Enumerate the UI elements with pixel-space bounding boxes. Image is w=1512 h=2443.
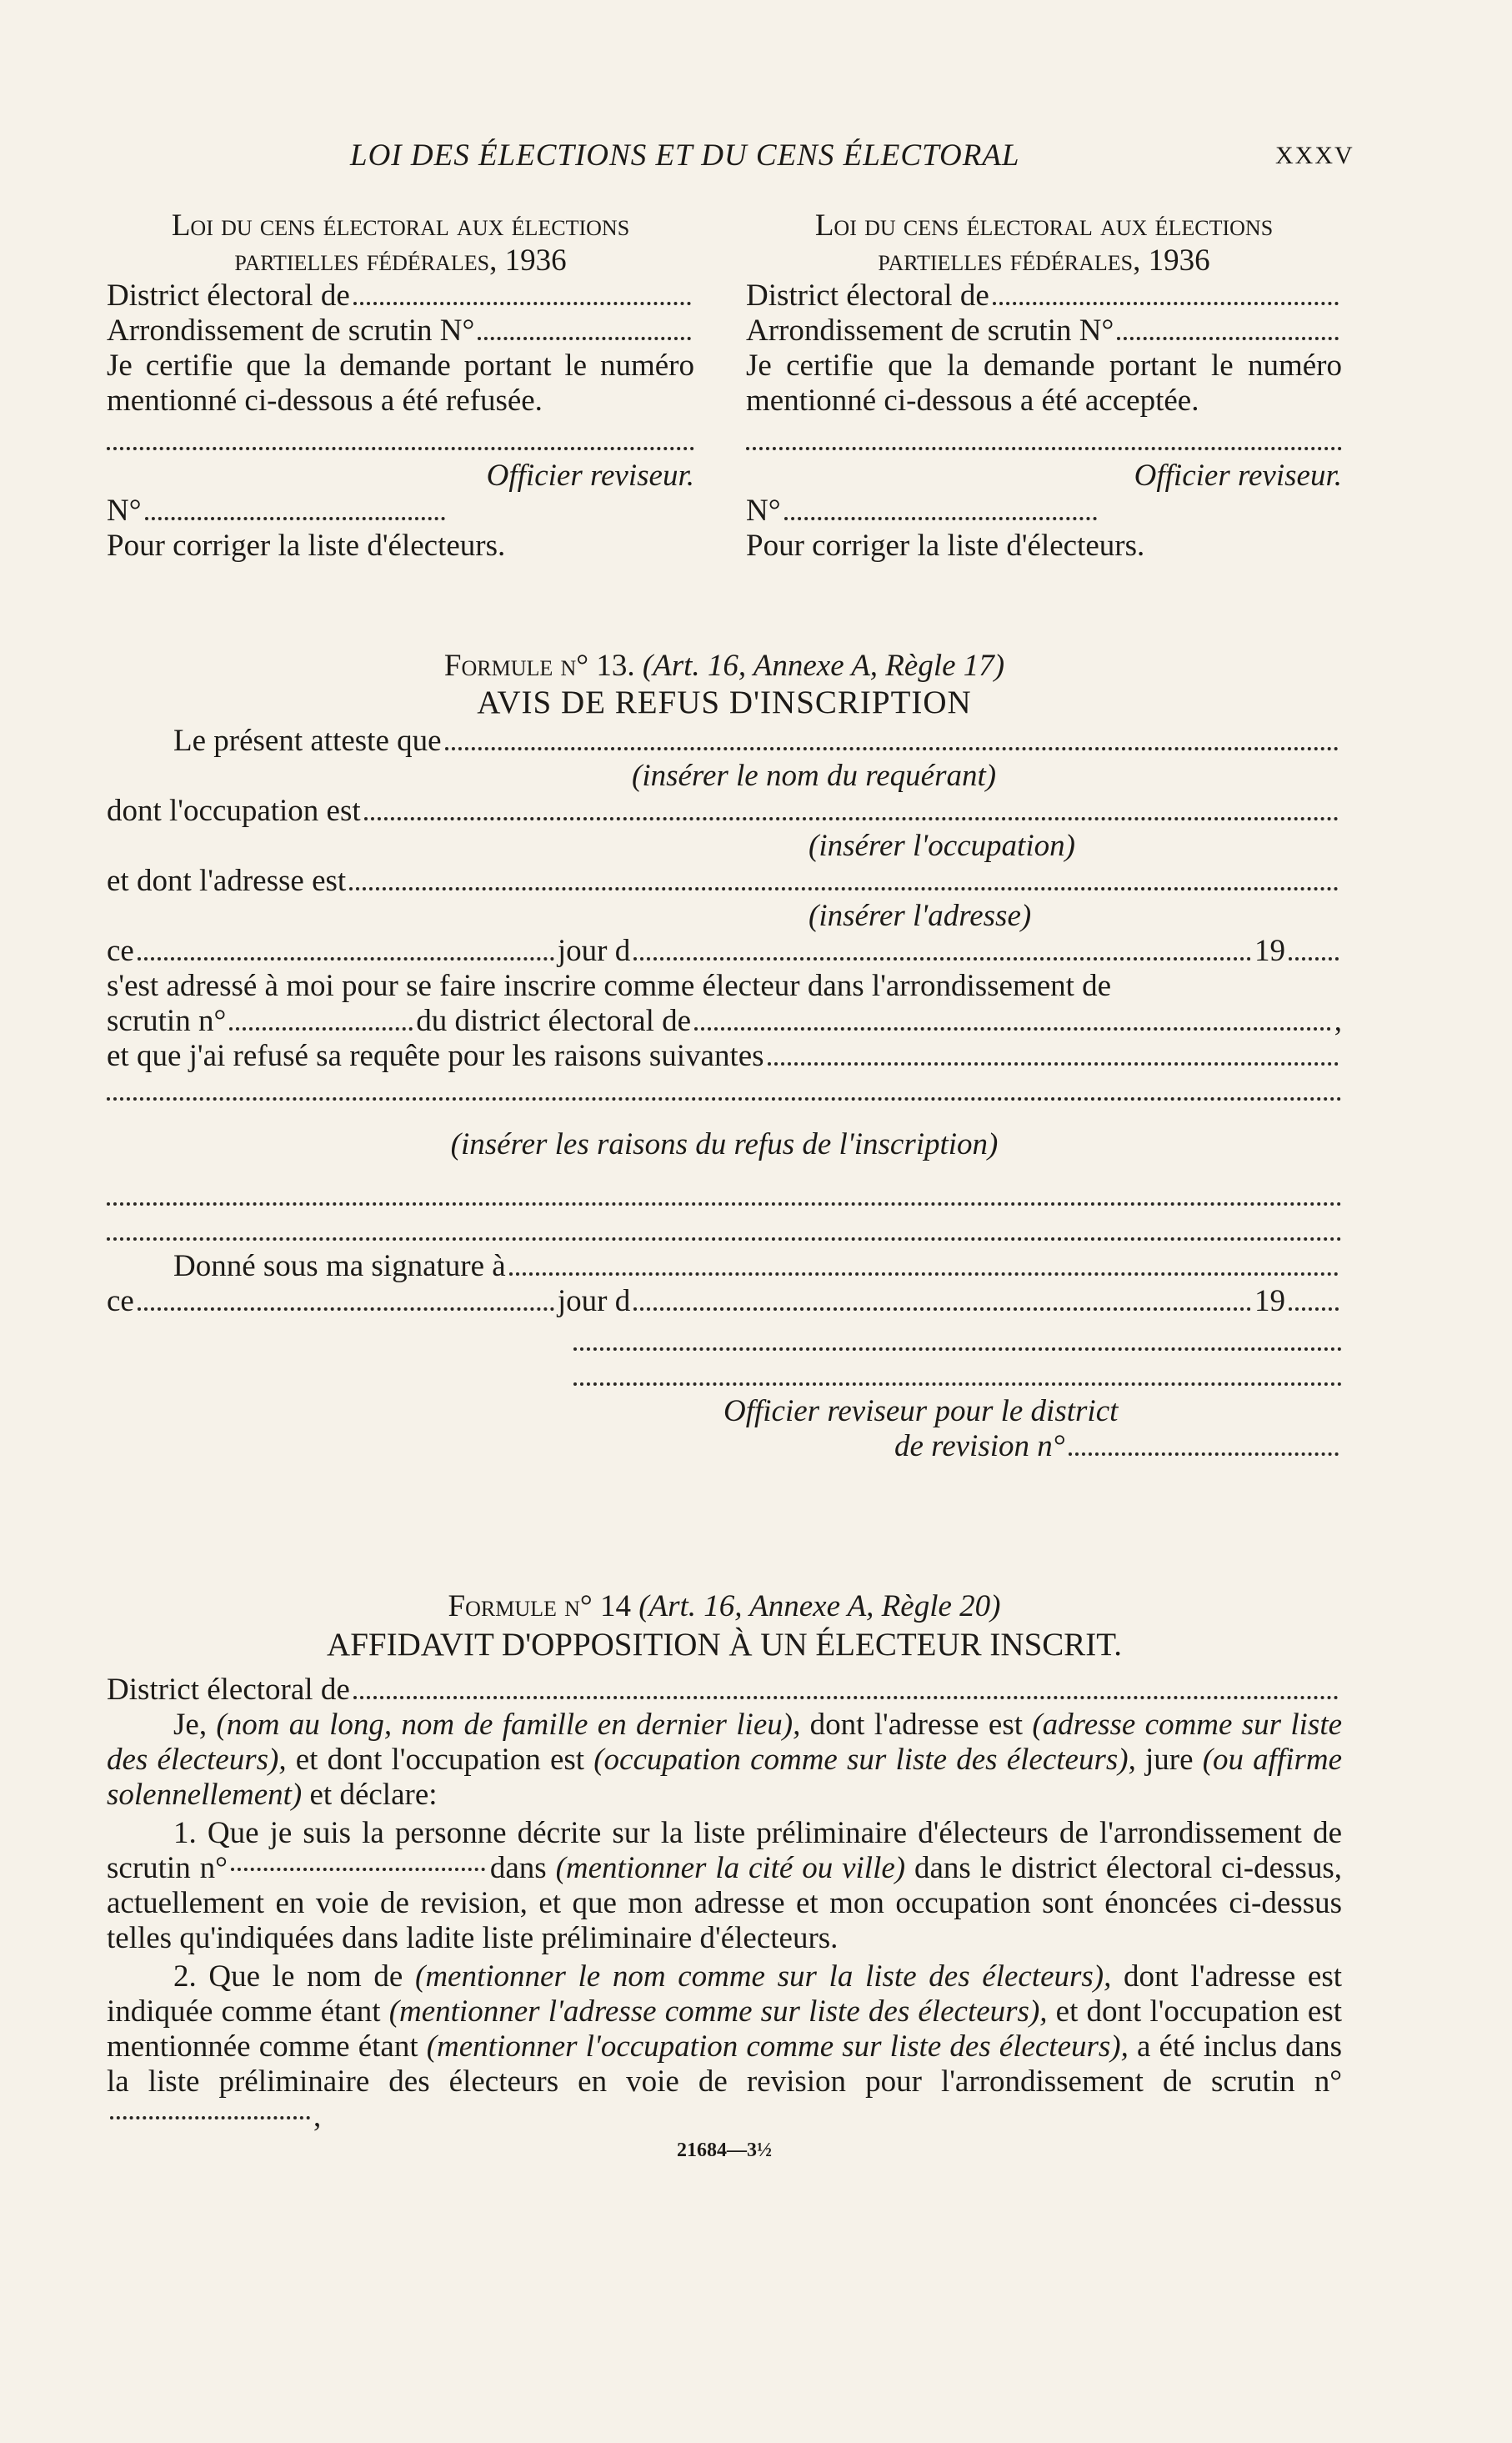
signature-dots xyxy=(107,424,694,459)
item-2-text-a: 2. Que le nom de xyxy=(173,1959,403,1994)
form-13-title: AVIS DE REFUS D'INSCRIPTION xyxy=(477,685,972,720)
coupon-heading-2: partielles fédérales, 1936 xyxy=(234,243,567,278)
hint-name: (insérer le nom du requérant) xyxy=(632,759,997,793)
running-head-title: LOI DES ÉLECTIONS ET DU CENS ÉLECTORAL xyxy=(350,138,1020,173)
number-label: N° xyxy=(107,494,142,528)
scrutin-line xyxy=(107,1004,1342,1039)
item-1 xyxy=(107,1816,1342,1956)
fill-dots xyxy=(364,817,1339,820)
given-label: Donné sous ma signature à xyxy=(173,1249,506,1283)
fill-dots xyxy=(107,1097,1342,1101)
form-14-reference: (Art. 16, Annexe A, Règle 20) xyxy=(638,1589,1001,1623)
given-line xyxy=(107,1249,1342,1284)
fill-dots xyxy=(573,1347,1342,1351)
occupation-line xyxy=(107,794,1342,829)
comma: , xyxy=(1334,1004,1342,1038)
refused-label: et que j'ai refusé sa requête pour les raisons suivantes xyxy=(107,1039,764,1073)
occupation-label: dont l'occupation est xyxy=(107,794,361,828)
fill-dots xyxy=(768,1062,1339,1066)
correct-label: Pour corriger la liste d'électeurs. xyxy=(107,529,506,563)
attest-label: Le présent atteste que xyxy=(173,724,442,758)
fill-dots xyxy=(353,302,691,305)
fill-dots xyxy=(694,1027,1331,1031)
form-14 xyxy=(107,1589,1342,2163)
je-text: Je, xyxy=(173,1708,208,1742)
certify-text: Je certifie que la demande portant le numéro mentionné ci-dessous a été acceptée. xyxy=(746,349,1342,418)
coupon-heading-1: Loi du cens électoral aux élections xyxy=(814,208,1274,243)
fill-dots xyxy=(353,1696,1339,1699)
certify-label: Je certifie que la demande portant le numéro mentionné ci-dessous a été refusée. xyxy=(107,349,694,418)
fill-dots xyxy=(107,1202,1342,1206)
district-label: District électoral de xyxy=(107,278,350,313)
year-label: 19 xyxy=(1254,934,1285,968)
address-line xyxy=(107,864,1342,899)
fill-dots xyxy=(229,1027,413,1031)
signature-caption-2 xyxy=(107,1429,1342,1464)
form-14-title: AFFIDAVIT D'OPPOSITION À UN ÉLECTEUR INSCRIT. xyxy=(327,1627,1122,1663)
affirme-hint: (ou affirme solennellement) xyxy=(107,1743,1343,1812)
fill-dots xyxy=(107,1237,1342,1241)
hint-reasons: (insérer les raisons du refus de l'inscription) xyxy=(450,1127,999,1161)
jour-label: jour d xyxy=(557,934,631,968)
hint-address: (insérer l'adresse) xyxy=(809,899,1032,933)
fill-dots xyxy=(138,1307,554,1311)
number-label: N° xyxy=(746,494,781,528)
fill-dots xyxy=(746,447,1342,450)
du-district-label: du district électoral de xyxy=(416,1004,692,1038)
signature-caption-1: Officier reviseur pour le district xyxy=(723,1394,1119,1428)
item-2-text-e: et dont l'occupation est mentionnée comme étant xyxy=(107,1994,1342,2064)
item-2-hint-b: (mentionner le nom comme sur la liste des électeurs), xyxy=(415,1959,1112,1994)
right-coupon xyxy=(746,208,1342,564)
fill-dots xyxy=(445,747,1339,750)
nom-hint: (nom au long, nom de famille en dernier lieu), xyxy=(216,1708,801,1742)
fill-dots xyxy=(1289,957,1339,961)
refused-line xyxy=(107,1039,1342,1074)
adresse-hint: (adresse comme sur liste des électeurs), xyxy=(107,1708,1343,1777)
occupation-text: et dont l'occupation est xyxy=(295,1743,585,1777)
fill-dots xyxy=(110,2116,310,2119)
address-label: et dont l'adresse est xyxy=(107,864,347,898)
form-14-label: Formule n° 14 xyxy=(448,1589,631,1623)
fill-dots xyxy=(231,1868,485,1871)
fill-dots xyxy=(633,957,1251,961)
district-line xyxy=(107,1673,1342,1708)
form-14-heading xyxy=(107,1589,1342,1624)
fill-dots xyxy=(349,887,1339,890)
item-1-text-d: dans le district électoral ci-dessus, actuellement en voie de revision, et que mon adresse et mon occupation sont énoncées ci-dessus telles qu'indiquées dans ladite liste préliminaire d'électeurs. xyxy=(107,1851,1343,1955)
declaration-paragraph xyxy=(107,1708,1342,1813)
item-1-hint: (mentionner la cité ou ville) xyxy=(555,1851,906,1885)
fill-dots xyxy=(509,1272,1339,1276)
fill-dots xyxy=(145,517,445,520)
arrondissement-line xyxy=(746,314,1342,349)
district-label: District électoral de xyxy=(107,1673,350,1707)
fill-dots xyxy=(138,957,554,961)
scrutin-label: scrutin n° xyxy=(107,1004,227,1038)
district-line xyxy=(746,278,1342,314)
declare-text: et déclare: xyxy=(309,1778,438,1812)
district-label: District électoral de xyxy=(746,278,989,313)
item-2-text-c: dont l'adresse est indiquée comme étant xyxy=(107,1959,1342,2029)
arrondissement-label: Arrondissement de scrutin N° xyxy=(107,314,475,348)
jour-label: jour d xyxy=(557,1284,631,1318)
coupon-heading-2: partielles fédérales, 1936 xyxy=(878,243,1210,278)
signature-dots xyxy=(746,424,1342,459)
year-label: 19 xyxy=(1254,1284,1285,1318)
reasons-dots-1 xyxy=(107,1074,1342,1109)
item-2-hint-d: (mentionner l'adresse comme sur liste des électeurs), xyxy=(388,1994,1048,2029)
signature-dots-1 xyxy=(573,1324,1342,1359)
jure-text: jure xyxy=(1145,1743,1194,1777)
item-1-text-b: dans xyxy=(489,1851,547,1885)
fill-dots xyxy=(633,1307,1251,1311)
revision-label: de revision n° xyxy=(894,1429,1065,1463)
form-13-heading xyxy=(107,649,1342,684)
item-2-hint-f: (mentionner l'occupation comme sur liste des électeurs), xyxy=(426,2029,1129,2064)
fill-dots xyxy=(573,1382,1342,1386)
officer-label: Officier reviseur. xyxy=(486,459,694,493)
ce-label: ce xyxy=(107,1284,134,1318)
number-line xyxy=(107,494,448,529)
page-number: XXXV xyxy=(1275,142,1354,169)
fill-dots xyxy=(107,447,694,450)
addressed-text: s'est adressé à moi pour se faire inscrire comme électeur dans l'arrondissement de xyxy=(107,969,1112,1003)
coupon-heading-1: Loi du cens électoral aux élections xyxy=(171,208,630,243)
footer-code: 21684—3½ xyxy=(677,2140,772,2161)
hint-occupation: (insérer l'occupation) xyxy=(809,829,1075,863)
number-line xyxy=(746,494,1100,529)
form-13 xyxy=(107,649,1342,1464)
fill-dots xyxy=(784,517,1097,520)
fill-dots xyxy=(1069,1452,1339,1456)
given-date-line xyxy=(107,1284,1342,1319)
fill-dots xyxy=(993,302,1339,305)
date-line xyxy=(107,934,1342,969)
item-2: 2. Que le nom de (mentionner le nom comme sur la liste des électeurs), dont l'adresse est indiquée comme étant (mentionner l'adresse comme sur liste des électeurs), et dont l'occupation est mentionnée comme étant (mentionner l'occupation comme sur liste des électeurs), a été inclus dans la liste préliminaire des électeurs en voie de revision pour l'arrondissement de scrutin n°, xyxy=(107,1959,1343,2134)
arrondissement-label: Arrondissement de scrutin N° xyxy=(746,314,1114,348)
item-2-text-g: a été inclus dans la liste préliminaire des électeurs en voie de revision pour l'arrondissement de scrutin n° xyxy=(107,2029,1343,2099)
form-13-label: Formule n° 13. xyxy=(443,649,635,683)
officer-label: Officier reviseur. xyxy=(1134,459,1342,493)
item-1-text-a: 1. Que je suis la personne décrite sur la liste préliminaire d'électeurs de l'arrondissement de scrutin n° xyxy=(107,1816,1342,1885)
fill-dots xyxy=(1289,1307,1339,1311)
left-coupon xyxy=(107,208,694,564)
attest-line xyxy=(107,724,1342,759)
certify-text xyxy=(107,349,694,419)
ce-label: ce xyxy=(107,934,134,968)
district-line xyxy=(107,278,694,314)
reasons-dots-2 xyxy=(107,1179,1342,1214)
reasons-dots-3 xyxy=(107,1214,1342,1249)
fill-dots xyxy=(1117,337,1339,340)
adresse-text: dont l'adresse est xyxy=(809,1708,1024,1742)
occupation-hint: (occupation comme sur liste des électeurs), xyxy=(593,1743,1136,1777)
signature-dots-2 xyxy=(573,1359,1342,1394)
form-13-reference: (Art. 16, Annexe A, Règle 17) xyxy=(642,649,1005,683)
fill-dots xyxy=(478,337,691,340)
correct-label: Pour corriger la liste d'électeurs. xyxy=(746,529,1145,563)
arrondissement-line xyxy=(107,314,694,349)
